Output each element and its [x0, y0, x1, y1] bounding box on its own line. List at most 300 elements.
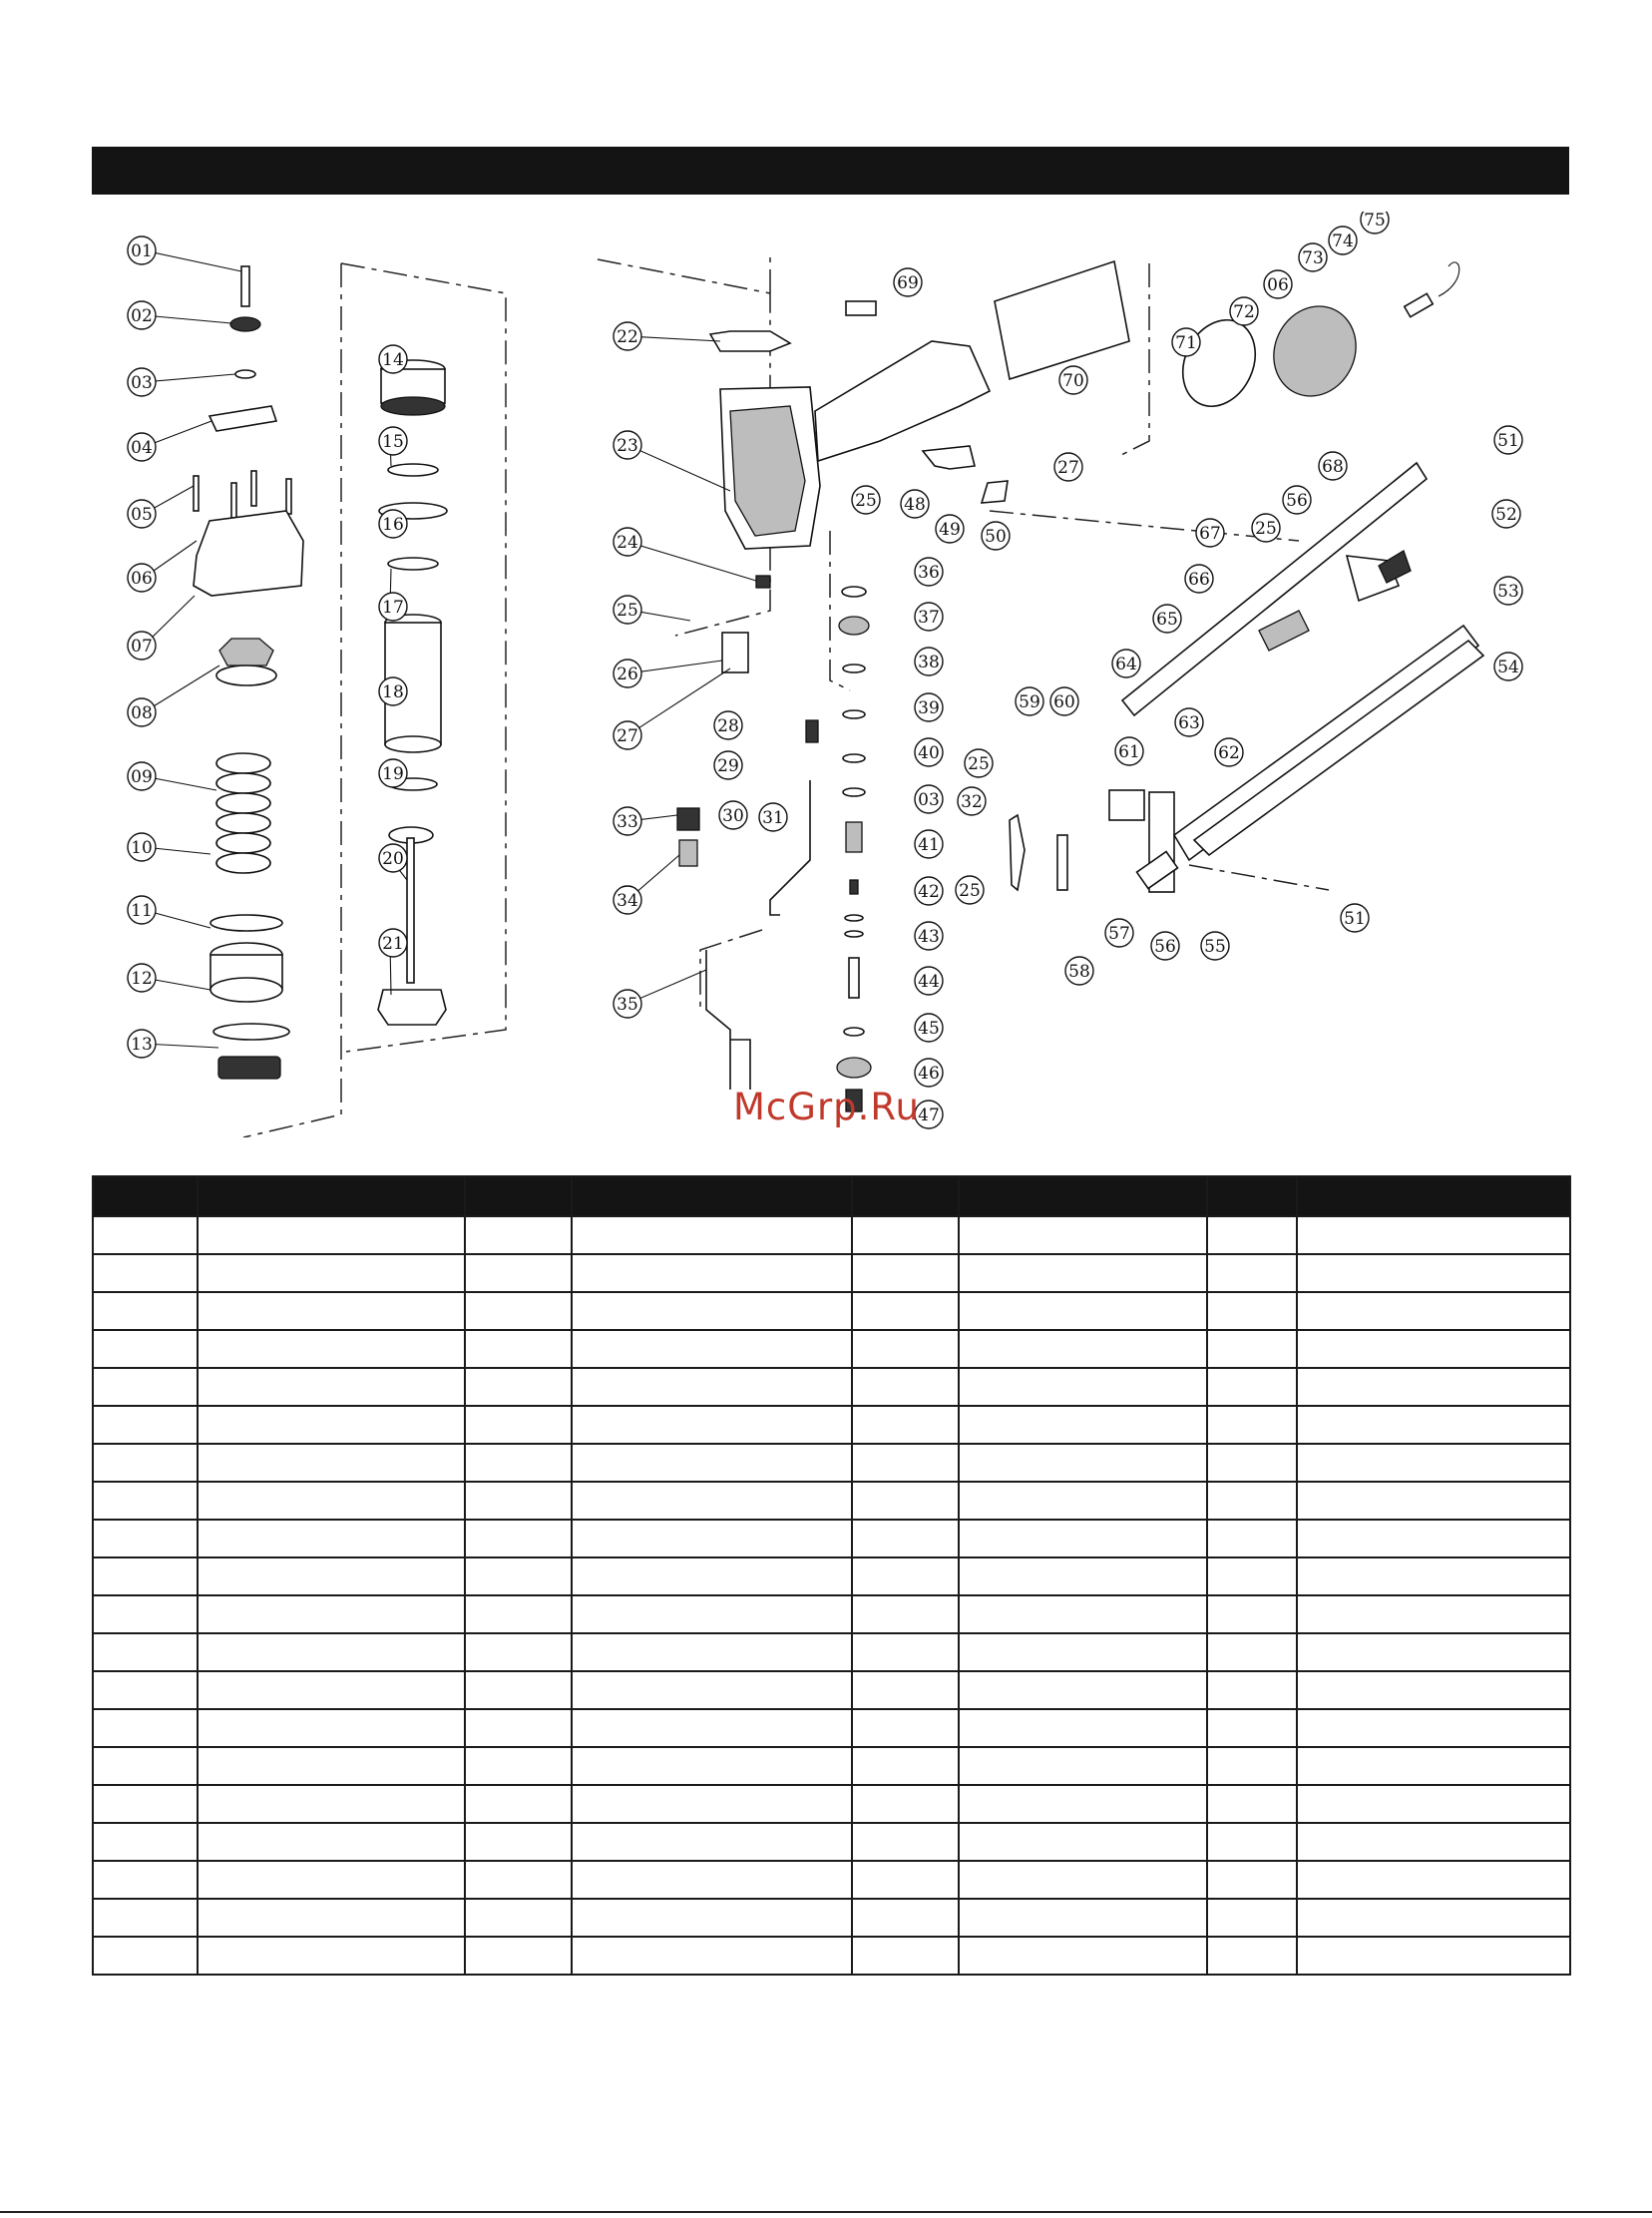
callout-33	[614, 807, 641, 835]
table-cell	[198, 1216, 465, 1254]
callout-52	[1492, 500, 1520, 528]
svg-text:14: 14	[382, 350, 404, 370]
table-row	[93, 1671, 1570, 1709]
table-cell	[465, 1444, 572, 1482]
table-row	[93, 1330, 1570, 1368]
table-cell	[959, 1406, 1207, 1444]
callout-25-b	[852, 486, 880, 514]
table-cell	[959, 1595, 1207, 1633]
table-cell	[198, 1747, 465, 1785]
table-cell	[572, 1937, 852, 1975]
svg-text:15: 15	[382, 432, 404, 452]
table-cell	[959, 1671, 1207, 1709]
callout-16	[379, 510, 407, 538]
callout-03	[128, 368, 156, 396]
table-cell	[465, 1406, 572, 1444]
svg-text:07: 07	[131, 637, 153, 657]
svg-text:27: 27	[1057, 458, 1079, 478]
table-cell	[1297, 1292, 1570, 1330]
table-row	[93, 1254, 1570, 1292]
svg-text:46: 46	[918, 1064, 940, 1084]
parts-list-table	[92, 1175, 1571, 1976]
table-row	[93, 1937, 1570, 1975]
callout-04	[128, 433, 156, 461]
svg-text:69: 69	[897, 273, 919, 293]
table-cell	[1207, 1709, 1297, 1747]
table-cell	[198, 1444, 465, 1482]
svg-text:06: 06	[131, 569, 153, 589]
callout-23	[614, 431, 641, 459]
svg-text:30: 30	[722, 806, 744, 826]
table-cell	[959, 1216, 1207, 1254]
svg-text:56: 56	[1286, 491, 1308, 511]
part-drawings-end-cap	[1169, 262, 1459, 418]
svg-text:24: 24	[617, 533, 638, 553]
callout-56-b	[1151, 932, 1179, 960]
table-cell	[198, 1709, 465, 1747]
callout-53	[1494, 577, 1522, 605]
table-cell	[852, 1330, 959, 1368]
callout-48	[901, 490, 929, 518]
table-cell	[198, 1899, 465, 1937]
table-cell	[1207, 1633, 1297, 1671]
table-cell	[465, 1254, 572, 1292]
table-cell	[852, 1482, 959, 1520]
table-cell	[198, 1633, 465, 1671]
callout-60	[1050, 687, 1078, 715]
table-row	[93, 1899, 1570, 1937]
callout-59	[1016, 687, 1043, 715]
table-cell	[852, 1368, 959, 1406]
table-cell	[198, 1823, 465, 1861]
callout-30	[719, 801, 747, 829]
table-cell	[572, 1520, 852, 1557]
callout-74	[1329, 226, 1357, 254]
table-cell	[93, 1899, 198, 1937]
svg-text:51: 51	[1344, 909, 1366, 929]
table-cell	[852, 1406, 959, 1444]
table-cell	[1297, 1330, 1570, 1368]
section-header-bar	[92, 147, 1569, 195]
table-cell	[852, 1937, 959, 1975]
svg-text:23: 23	[617, 436, 638, 456]
table-cell	[1207, 1368, 1297, 1406]
svg-text:37: 37	[918, 608, 940, 628]
table-row	[93, 1216, 1570, 1254]
svg-text:53: 53	[1497, 582, 1519, 602]
table-cell	[1207, 1216, 1297, 1254]
callout-49	[936, 515, 964, 543]
table-cell	[93, 1368, 198, 1406]
table-cell	[1297, 1482, 1570, 1520]
table-cell	[93, 1937, 198, 1975]
svg-text:04: 04	[131, 438, 153, 458]
table-cell	[959, 1861, 1207, 1899]
table-row	[93, 1406, 1570, 1444]
table-cell	[572, 1292, 852, 1330]
table-cell	[572, 1709, 852, 1747]
table-cell	[465, 1557, 572, 1595]
part-drawings-valve-stack	[837, 587, 871, 1111]
callout-44	[915, 967, 943, 995]
table-cell	[93, 1482, 198, 1520]
table-cell	[1297, 1899, 1570, 1937]
table-cell	[852, 1216, 959, 1254]
callout-25-c	[1252, 514, 1280, 542]
callout-39	[915, 693, 943, 721]
part-drawings-magazine	[1122, 463, 1483, 889]
callout-13	[128, 1030, 156, 1058]
table-header-row	[93, 1176, 1570, 1216]
svg-text:06: 06	[1267, 275, 1289, 295]
watermark-text: McGrp.Ru	[733, 1086, 920, 1128]
table-cell	[852, 1557, 959, 1595]
table-cell	[959, 1899, 1207, 1937]
callout-29	[714, 751, 742, 779]
table-cell	[1297, 1216, 1570, 1254]
table-cell	[1207, 1861, 1297, 1899]
table-cell	[93, 1823, 198, 1861]
table-cell	[959, 1785, 1207, 1823]
table-cell	[572, 1330, 852, 1368]
svg-text:57: 57	[1108, 924, 1130, 944]
table-cell	[572, 1747, 852, 1785]
callout-22	[614, 322, 641, 350]
svg-text:19: 19	[382, 764, 404, 784]
callout-25	[614, 596, 641, 624]
table-cell	[572, 1557, 852, 1595]
svg-text:16: 16	[382, 515, 404, 535]
svg-text:49: 49	[939, 520, 961, 540]
table-cell	[852, 1899, 959, 1937]
svg-text:43: 43	[918, 927, 940, 947]
table-cell	[93, 1861, 198, 1899]
table-cell	[198, 1520, 465, 1557]
table-cell	[198, 1861, 465, 1899]
table-cell	[1297, 1747, 1570, 1785]
table-cell	[465, 1595, 572, 1633]
svg-text:55: 55	[1204, 937, 1226, 957]
table-cell	[1297, 1709, 1570, 1747]
table-cell	[1207, 1785, 1297, 1823]
svg-text:36: 36	[918, 563, 940, 583]
table-row	[93, 1482, 1570, 1520]
table-cell	[572, 1406, 852, 1444]
callout-68	[1319, 452, 1347, 480]
table-cell	[1207, 1330, 1297, 1368]
table-cell	[1207, 1937, 1297, 1975]
svg-text:03: 03	[131, 373, 153, 393]
table-cell	[1207, 1899, 1297, 1937]
svg-text:12: 12	[131, 969, 153, 989]
svg-text:65: 65	[1156, 610, 1178, 630]
table-row	[93, 1444, 1570, 1482]
table-cell	[465, 1937, 572, 1975]
svg-text:70: 70	[1062, 371, 1084, 391]
callout-61	[1115, 737, 1143, 765]
table-cell	[465, 1330, 572, 1368]
callout-02	[128, 301, 156, 329]
table-cell	[572, 1633, 852, 1671]
table-cell	[852, 1254, 959, 1292]
callout-20	[379, 844, 407, 872]
callout-34	[614, 886, 641, 914]
table-cell	[1207, 1671, 1297, 1709]
svg-text:02: 02	[131, 306, 153, 326]
callout-62	[1215, 738, 1243, 766]
svg-text:31: 31	[762, 808, 784, 828]
table-cell	[852, 1633, 959, 1671]
callout-25-d	[965, 749, 993, 777]
callout-54	[1494, 653, 1522, 680]
table-cell	[93, 1216, 198, 1254]
callout-41	[915, 830, 943, 858]
table-cell	[198, 1671, 465, 1709]
table-cell	[465, 1482, 572, 1520]
svg-text:62: 62	[1218, 743, 1240, 763]
table-cell	[852, 1785, 959, 1823]
callout-72	[1230, 297, 1258, 325]
table-cell	[93, 1254, 198, 1292]
page-footer-rule	[0, 2211, 1652, 2213]
svg-text:20: 20	[382, 849, 404, 869]
table-cell	[852, 1709, 959, 1747]
table-cell	[959, 1633, 1207, 1671]
table-cell	[198, 1937, 465, 1975]
table-cell	[93, 1595, 198, 1633]
callout-28	[714, 711, 742, 739]
table-cell	[465, 1671, 572, 1709]
table-cell	[1297, 1406, 1570, 1444]
svg-text:41: 41	[918, 835, 940, 855]
table-cell	[1207, 1444, 1297, 1482]
callout-51-b	[1341, 904, 1369, 932]
svg-text:25: 25	[617, 601, 638, 621]
table-cell	[572, 1482, 852, 1520]
callout-06-b	[1264, 270, 1292, 298]
table-cell	[1297, 1444, 1570, 1482]
table-cell	[852, 1444, 959, 1482]
svg-text:01: 01	[131, 241, 153, 261]
svg-text:50: 50	[985, 527, 1007, 547]
callout-26	[614, 660, 641, 687]
table-cell	[572, 1595, 852, 1633]
svg-text:10: 10	[131, 838, 153, 858]
table-cell	[572, 1216, 852, 1254]
callout-31	[759, 803, 787, 831]
callout-75	[1361, 212, 1389, 233]
svg-text:58: 58	[1068, 962, 1090, 982]
callout-05	[128, 500, 156, 528]
table-cell	[959, 1330, 1207, 1368]
callout-57	[1105, 919, 1133, 947]
svg-text:64: 64	[1115, 655, 1137, 674]
callout-69	[894, 268, 922, 296]
callout-17	[379, 593, 407, 621]
table-cell	[959, 1520, 1207, 1557]
table-cell	[1297, 1823, 1570, 1861]
table-cell	[198, 1406, 465, 1444]
table-cell	[852, 1671, 959, 1709]
callout-51-a	[1494, 426, 1522, 454]
svg-text:25: 25	[968, 754, 990, 774]
svg-text:42: 42	[918, 882, 940, 902]
table-cell	[1207, 1747, 1297, 1785]
table-cell	[1207, 1482, 1297, 1520]
table-cell	[959, 1557, 1207, 1595]
table-cell	[572, 1671, 852, 1709]
callout-50	[982, 522, 1010, 550]
callout-45	[915, 1014, 943, 1042]
table-cell	[93, 1709, 198, 1747]
callout-65	[1153, 605, 1181, 633]
svg-text:22: 22	[617, 327, 638, 347]
callout-14	[379, 345, 407, 373]
svg-text:61: 61	[1118, 742, 1140, 762]
callout-67	[1196, 519, 1224, 547]
table-cell	[572, 1899, 852, 1937]
table-cell	[1297, 1254, 1570, 1292]
table-row	[93, 1520, 1570, 1557]
table-cell	[852, 1595, 959, 1633]
table-cell	[465, 1216, 572, 1254]
callout-07	[128, 632, 156, 660]
callout-70	[1059, 366, 1087, 394]
table-cell	[852, 1823, 959, 1861]
svg-text:21: 21	[382, 934, 404, 954]
table-cell	[572, 1368, 852, 1406]
callout-73	[1299, 243, 1327, 271]
table-cell	[198, 1254, 465, 1292]
table-cell	[1297, 1861, 1570, 1899]
table-row	[93, 1557, 1570, 1595]
callout-40	[915, 738, 943, 766]
table-cell	[959, 1254, 1207, 1292]
callout-09	[128, 762, 156, 790]
svg-text:52: 52	[1495, 505, 1517, 525]
callout-42	[915, 877, 943, 905]
svg-text:25: 25	[1255, 519, 1277, 539]
table-cell	[1207, 1292, 1297, 1330]
svg-text:32: 32	[961, 792, 983, 812]
callout-24	[614, 528, 641, 556]
table-cell	[198, 1368, 465, 1406]
table-cell	[572, 1785, 852, 1823]
table-cell	[852, 1520, 959, 1557]
svg-text:11: 11	[131, 901, 153, 921]
callout-10	[128, 833, 156, 861]
svg-text:26: 26	[617, 665, 638, 684]
table-cell	[465, 1823, 572, 1861]
svg-text:44: 44	[918, 972, 940, 992]
callout-01	[128, 236, 156, 264]
table-cell	[93, 1444, 198, 1482]
table-cell	[465, 1747, 572, 1785]
callout-37	[915, 603, 943, 631]
table-cell	[959, 1747, 1207, 1785]
svg-text:56: 56	[1154, 937, 1176, 957]
svg-text:51: 51	[1497, 431, 1519, 451]
callout-27	[614, 721, 641, 749]
table-cell	[465, 1709, 572, 1747]
callout-64	[1112, 650, 1140, 677]
svg-text:35: 35	[617, 995, 638, 1015]
callout-15	[379, 427, 407, 455]
table-cell	[465, 1520, 572, 1557]
callout-21	[379, 929, 407, 957]
callout-71	[1172, 328, 1200, 356]
callout-25-e	[956, 876, 984, 904]
table-cell	[93, 1292, 198, 1330]
svg-text:39: 39	[918, 698, 940, 718]
svg-text:17: 17	[382, 598, 404, 618]
table-cell	[572, 1254, 852, 1292]
table-row	[93, 1709, 1570, 1747]
svg-text:25: 25	[855, 491, 877, 511]
svg-text:48: 48	[904, 495, 926, 515]
callout-35	[614, 990, 641, 1018]
svg-text:60: 60	[1053, 692, 1075, 712]
svg-text:75: 75	[1364, 212, 1386, 230]
svg-text:72: 72	[1233, 302, 1255, 322]
callout-19	[379, 759, 407, 787]
svg-text:27: 27	[617, 726, 638, 746]
callout-55	[1201, 932, 1229, 960]
callout-58	[1065, 957, 1093, 985]
svg-text:66: 66	[1188, 570, 1210, 590]
table-cell	[465, 1861, 572, 1899]
svg-text:47: 47	[918, 1106, 940, 1125]
svg-text:68: 68	[1322, 457, 1344, 477]
svg-text:29: 29	[717, 756, 739, 776]
table-cell	[1207, 1254, 1297, 1292]
table-cell	[198, 1482, 465, 1520]
callout-38	[915, 648, 943, 675]
table-cell	[465, 1785, 572, 1823]
callout-03-b	[915, 785, 943, 813]
callout-36	[915, 558, 943, 586]
callout-11	[128, 896, 156, 924]
svg-text:67: 67	[1199, 524, 1221, 544]
table-cell	[1297, 1633, 1570, 1671]
table-cell	[852, 1861, 959, 1899]
svg-text:18: 18	[382, 682, 404, 702]
table-cell	[93, 1330, 198, 1368]
table-cell	[93, 1557, 198, 1595]
table-cell	[572, 1823, 852, 1861]
table-row	[93, 1595, 1570, 1633]
table-cell	[1207, 1520, 1297, 1557]
table-cell	[93, 1785, 198, 1823]
table-cell	[572, 1861, 852, 1899]
table-cell	[93, 1671, 198, 1709]
svg-text:38: 38	[918, 653, 940, 672]
table-cell	[1297, 1671, 1570, 1709]
table-cell	[93, 1747, 198, 1785]
svg-text:54: 54	[1497, 658, 1519, 677]
table-cell	[198, 1785, 465, 1823]
table-cell	[959, 1292, 1207, 1330]
table-cell	[465, 1633, 572, 1671]
table-cell	[1207, 1595, 1297, 1633]
svg-text:05: 05	[131, 505, 153, 525]
table-cell	[959, 1937, 1207, 1975]
table-cell	[198, 1595, 465, 1633]
table-row	[93, 1785, 1570, 1823]
svg-text:45: 45	[918, 1019, 940, 1039]
table-cell	[1297, 1520, 1570, 1557]
part-drawings-column-1	[194, 266, 303, 1079]
